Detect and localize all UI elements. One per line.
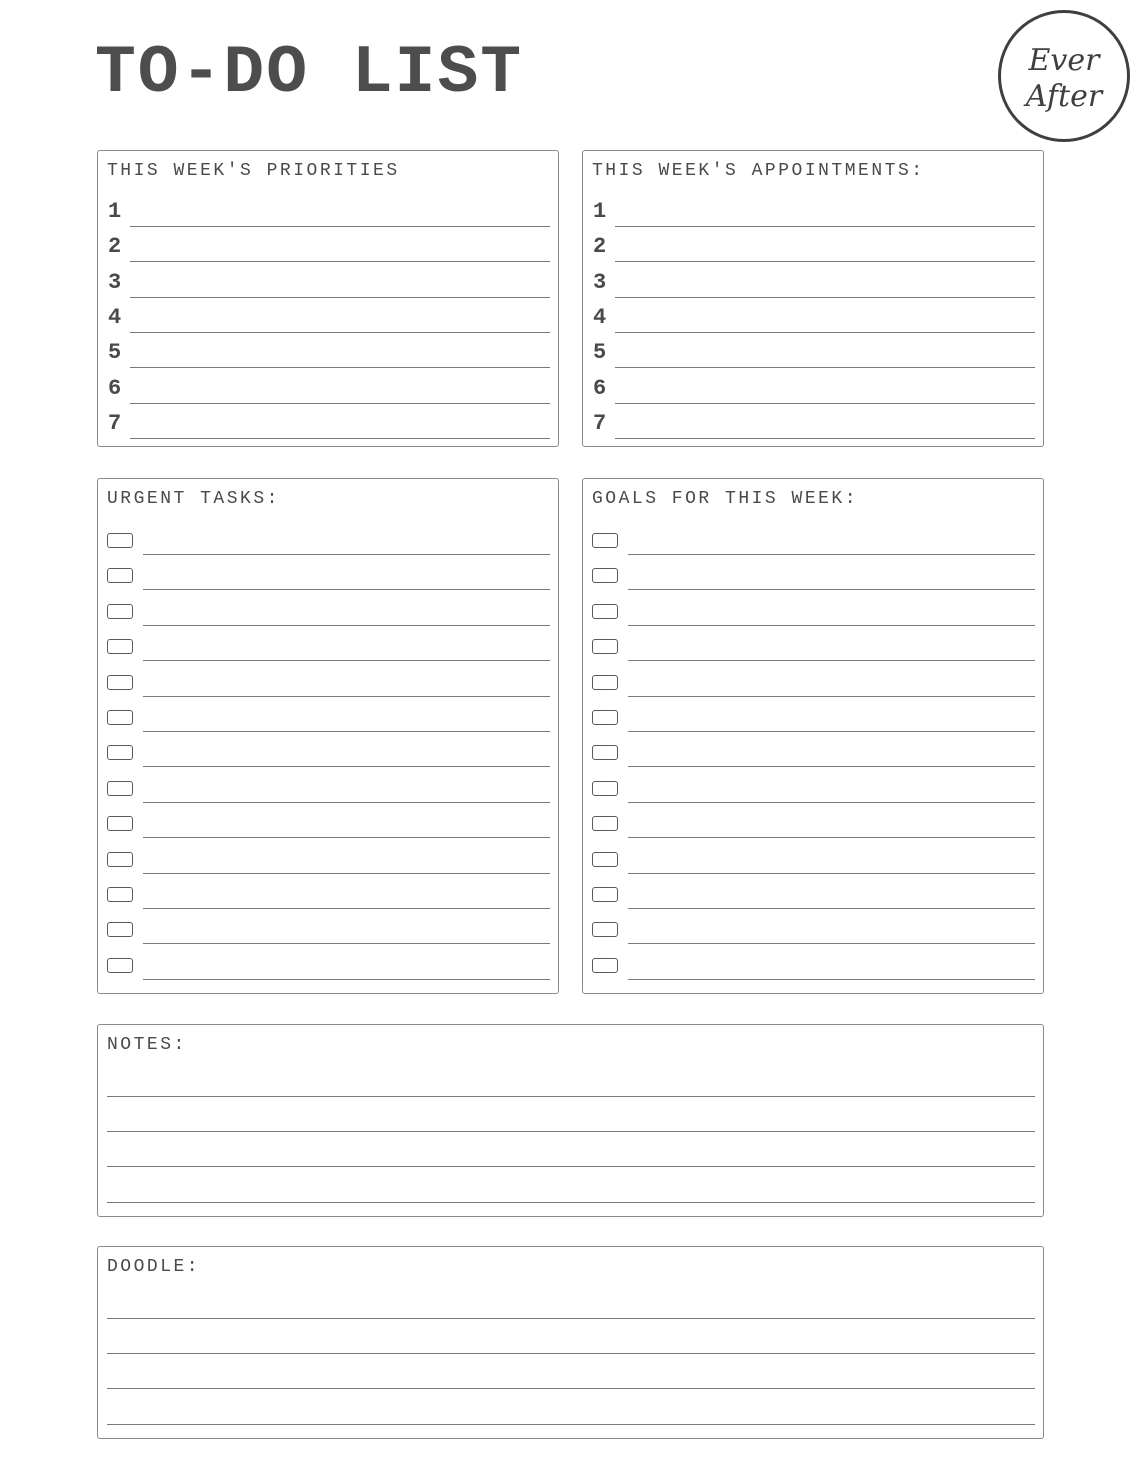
checkbox[interactable] bbox=[592, 958, 618, 973]
numbered-row bbox=[98, 372, 558, 408]
write-line[interactable] bbox=[107, 1318, 1035, 1319]
checklist-row bbox=[98, 700, 558, 736]
priorities-section bbox=[97, 150, 559, 447]
row-number: 5 bbox=[108, 340, 122, 366]
numbered-row bbox=[98, 195, 558, 231]
checkbox[interactable] bbox=[592, 852, 618, 867]
checkbox[interactable] bbox=[592, 568, 618, 583]
checkbox[interactable] bbox=[107, 781, 133, 796]
checklist-row bbox=[583, 877, 1043, 913]
checkbox[interactable] bbox=[107, 922, 133, 937]
priorities-heading: THIS WEEK'S PRIORITIES bbox=[107, 161, 400, 181]
checklist-row bbox=[583, 665, 1043, 701]
checklist-row bbox=[583, 523, 1043, 559]
numbered-row bbox=[583, 372, 1043, 408]
checkbox[interactable] bbox=[592, 816, 618, 831]
write-line[interactable] bbox=[130, 438, 550, 439]
checklist-row bbox=[98, 912, 558, 948]
write-line[interactable] bbox=[130, 367, 550, 368]
write-line[interactable] bbox=[628, 766, 1035, 767]
write-line[interactable] bbox=[143, 554, 550, 555]
checkbox[interactable] bbox=[592, 533, 618, 548]
checkbox[interactable] bbox=[107, 604, 133, 619]
goals-section bbox=[582, 478, 1044, 994]
notes-section bbox=[97, 1024, 1044, 1217]
checklist-row bbox=[98, 806, 558, 842]
checkbox[interactable] bbox=[592, 745, 618, 760]
write-line[interactable] bbox=[130, 297, 550, 298]
write-line[interactable] bbox=[143, 589, 550, 590]
write-line[interactable] bbox=[143, 837, 550, 838]
row-number: 1 bbox=[108, 199, 122, 224]
row-number: 7 bbox=[108, 410, 122, 436]
checkbox[interactable] bbox=[592, 781, 618, 796]
write-line[interactable] bbox=[143, 943, 550, 944]
goals-heading: GOALS FOR THIS WEEK: bbox=[592, 489, 859, 509]
row-number: 2 bbox=[108, 234, 122, 260]
write-line[interactable] bbox=[628, 908, 1035, 909]
write-line[interactable] bbox=[615, 438, 1035, 439]
doodle-section bbox=[97, 1246, 1044, 1439]
checklist-row bbox=[98, 771, 558, 807]
write-line[interactable] bbox=[628, 554, 1035, 555]
write-line[interactable] bbox=[130, 226, 550, 227]
checkbox[interactable] bbox=[592, 887, 618, 902]
row-number: 7 bbox=[593, 410, 607, 436]
checkbox[interactable] bbox=[592, 710, 618, 725]
write-line[interactable] bbox=[628, 731, 1035, 732]
checkbox[interactable] bbox=[107, 816, 133, 831]
numbered-row bbox=[583, 230, 1043, 266]
checkbox[interactable] bbox=[592, 639, 618, 654]
write-line[interactable] bbox=[130, 332, 550, 333]
checkbox[interactable] bbox=[592, 922, 618, 937]
logo-word-after: After bbox=[1025, 79, 1103, 114]
checkbox[interactable] bbox=[107, 639, 133, 654]
numbered-row bbox=[583, 301, 1043, 337]
write-line[interactable] bbox=[143, 731, 550, 732]
checklist-row bbox=[98, 735, 558, 771]
write-line[interactable] bbox=[628, 873, 1035, 874]
write-line[interactable] bbox=[628, 696, 1035, 697]
checklist-row bbox=[583, 700, 1043, 736]
write-line[interactable] bbox=[628, 979, 1035, 980]
write-line[interactable] bbox=[615, 297, 1035, 298]
write-line[interactable] bbox=[143, 873, 550, 874]
checklist-row bbox=[98, 629, 558, 665]
write-line[interactable] bbox=[628, 837, 1035, 838]
row-number: 4 bbox=[108, 304, 122, 330]
checkbox[interactable] bbox=[107, 852, 133, 867]
numbered-row bbox=[98, 230, 558, 266]
checklist-row bbox=[98, 594, 558, 630]
checkbox[interactable] bbox=[107, 710, 133, 725]
checklist-row bbox=[583, 558, 1043, 594]
checklist-row bbox=[98, 877, 558, 913]
checklist-row bbox=[98, 665, 558, 701]
write-line[interactable] bbox=[107, 1131, 1035, 1132]
checkbox[interactable] bbox=[107, 568, 133, 583]
ever-after-logo bbox=[998, 10, 1130, 142]
write-line[interactable] bbox=[143, 802, 550, 803]
write-line[interactable] bbox=[107, 1388, 1035, 1389]
checkbox[interactable] bbox=[107, 533, 133, 548]
numbered-row bbox=[583, 336, 1043, 372]
checklist-row bbox=[583, 806, 1043, 842]
write-line[interactable] bbox=[628, 589, 1035, 590]
write-line[interactable] bbox=[615, 261, 1035, 262]
write-line[interactable] bbox=[143, 660, 550, 661]
checklist-row bbox=[583, 594, 1043, 630]
write-line[interactable] bbox=[107, 1096, 1035, 1097]
write-line[interactable] bbox=[628, 625, 1035, 626]
checklist-row bbox=[98, 558, 558, 594]
numbered-row bbox=[98, 301, 558, 337]
logo-word-ever: Ever bbox=[1028, 43, 1100, 78]
checkbox[interactable] bbox=[107, 745, 133, 760]
row-number: 1 bbox=[593, 199, 607, 224]
checklist-row bbox=[583, 629, 1043, 665]
write-line[interactable] bbox=[615, 367, 1035, 368]
urgent-tasks-section bbox=[97, 478, 559, 994]
write-line[interactable] bbox=[107, 1202, 1035, 1203]
notes-heading: NOTES: bbox=[107, 1035, 187, 1055]
row-number: 6 bbox=[593, 375, 607, 401]
urgent-tasks-heading: URGENT TASKS: bbox=[107, 489, 280, 509]
numbered-row bbox=[98, 266, 558, 302]
row-number: 3 bbox=[108, 269, 122, 295]
row-number: 5 bbox=[593, 340, 607, 366]
checklist-row bbox=[583, 842, 1043, 878]
checklist-row bbox=[583, 912, 1043, 948]
numbered-row bbox=[583, 407, 1043, 443]
numbered-row bbox=[583, 266, 1043, 302]
checklist-row bbox=[98, 523, 558, 559]
write-line[interactable] bbox=[107, 1353, 1035, 1354]
doodle-heading: DOODLE: bbox=[107, 1257, 201, 1277]
row-number: 4 bbox=[593, 304, 607, 330]
write-line[interactable] bbox=[615, 226, 1035, 227]
checkbox[interactable] bbox=[107, 675, 133, 690]
write-line[interactable] bbox=[107, 1166, 1035, 1167]
row-number: 3 bbox=[593, 269, 607, 295]
checklist-row bbox=[98, 842, 558, 878]
write-line[interactable] bbox=[107, 1424, 1035, 1425]
write-line[interactable] bbox=[628, 802, 1035, 803]
checklist-row bbox=[583, 735, 1043, 771]
appointments-heading: THIS WEEK'S APPOINTMENTS: bbox=[592, 161, 925, 181]
checklist-row bbox=[583, 948, 1043, 984]
write-line[interactable] bbox=[130, 403, 550, 404]
checkbox[interactable] bbox=[592, 675, 618, 690]
checkbox[interactable] bbox=[107, 958, 133, 973]
write-line[interactable] bbox=[143, 766, 550, 767]
numbered-row bbox=[583, 195, 1043, 231]
write-line[interactable] bbox=[143, 625, 550, 626]
write-line[interactable] bbox=[628, 660, 1035, 661]
row-number: 6 bbox=[108, 375, 122, 401]
write-line[interactable] bbox=[615, 332, 1035, 333]
checkbox[interactable] bbox=[107, 887, 133, 902]
write-line[interactable] bbox=[628, 943, 1035, 944]
numbered-row bbox=[98, 407, 558, 443]
write-line[interactable] bbox=[143, 908, 550, 909]
checklist-row bbox=[583, 771, 1043, 807]
write-line[interactable] bbox=[143, 696, 550, 697]
write-line[interactable] bbox=[615, 403, 1035, 404]
checklist-row bbox=[98, 948, 558, 984]
write-line[interactable] bbox=[130, 261, 550, 262]
checkbox[interactable] bbox=[592, 604, 618, 619]
row-number: 2 bbox=[593, 234, 607, 260]
numbered-row bbox=[98, 336, 558, 372]
write-line[interactable] bbox=[143, 979, 550, 980]
page-title: TO-DO LIST bbox=[95, 35, 524, 112]
appointments-section bbox=[582, 150, 1044, 447]
